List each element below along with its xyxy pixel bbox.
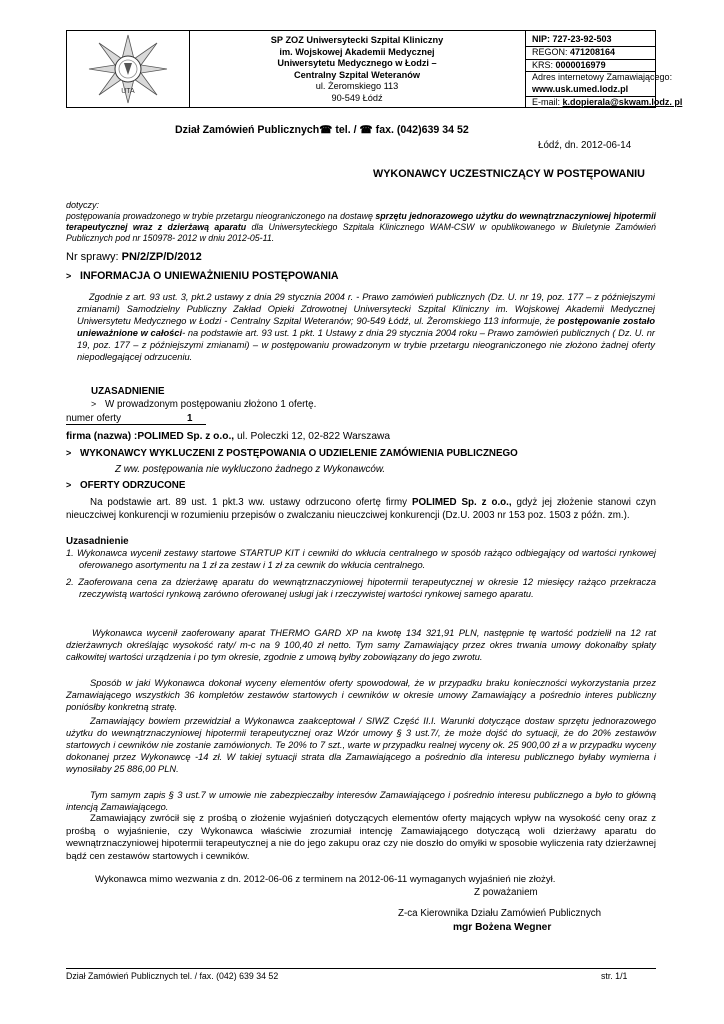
letterhead-table	[66, 30, 683, 108]
regon-label: REGON:	[532, 46, 571, 57]
tel-label: tel. /	[332, 124, 360, 136]
offer-number-row	[66, 413, 206, 425]
address-label: Adres internetowy Zamawiającego:	[532, 72, 673, 83]
rejected-text-c: gdyż jej złożenie stanowi czyn nieuczciwej konkurencji w rozumieniu przepisów o zwalczaniu nieuczciwej konkurencji (Dz.U. 2003 nr 153 poz. 1503 z późn. zm.).	[66, 497, 656, 521]
fax-icon: ☎	[359, 124, 373, 136]
dotyczy-part-c: dla Uniwersyteckiego Szpitala Klinicznego WAM-CSW w opublikowanego w Biuletynie Zamówień Publicznych pod nr 150978- 2012 w dniu 2012-05-11.	[66, 222, 656, 244]
closing-greeting: Z poważaniem	[474, 887, 538, 898]
paragraph-pricing: Wykonawca wycenił zaoferowany aparat THERMO GARD XP na kwotę 134 321,91 PLN, następnie tę wartość podzielił na 12 rat dzierżawnych określając wysokość raty/ m-c na 9 100,40 zł netto. Tym samy Zamawiający przez okres trwania umowy dokonałby spłaty całkowitej wartości urządzenia i po tym okresie, zgodnie z umową byłby zobowiązany do jego zwrotu.	[66, 628, 656, 663]
section-excluded-text: Z ww. postępowania nie wykluczono żadnego z Wykonawców.	[115, 464, 386, 475]
logo-text: UTA	[121, 88, 135, 95]
arrow-bullet-icon: >	[66, 480, 72, 490]
offer-number-label-text: numer oferty	[66, 413, 121, 424]
company-name: POLIMED Sp. z o.o.,	[137, 431, 235, 442]
justification-list-item-2: 2. Zaoferowana cena za dzierżawę aparatu do wewnątrznaczyniowej hipotermii terapeutycznej w okresie 12 miesięcy rażąco przekracza rzeczywistą wartości rynkową zarówno oferowanej usługi jak i rzeczywistej wartości rynkowej samego aparatu.	[66, 577, 656, 600]
rejected-text-a: Na podstawie art. 89 ust. 1 pkt.3 ww. ustawy odrzucono ofertę firmy	[90, 497, 412, 508]
krs-value: 0000016979	[555, 59, 606, 70]
annulment-emphasis: postępowanie zostało unieważnione w całości	[77, 316, 655, 339]
telephone-icon: ☎	[319, 124, 333, 136]
dotyczy-label: dotyczy:	[66, 200, 100, 210]
paragraph-no-response: Wykonawca mimo wezwania z dn. 2012-06-06 z terminem na 2012-06-11 wymaganych wyjaśnień nie złożył.	[95, 874, 556, 885]
website-link[interactable]: www.usk.umed.lodz.pl	[526, 84, 655, 97]
paragraph-protection: Tym samym zapis § 3 ust.7 w umowie nie zabezpieczałby interesów Zamawiającego i pośrednio interesu publicznego a było to główną intencją Zamawiającego.	[66, 790, 656, 813]
dotyczy-subject: sprzętu jednorazowego użytku do wewnątrznaczyniowej hipotermii terapeutycznej wraz z dzierżawą aparatu	[66, 211, 656, 233]
organization-cell	[189, 31, 526, 107]
justification-list-item-1: 1. Wykonawca wycenił zestawy startowe STARTUP KIT i cewniki do wkłucia centralnego w sposób rażąco odbiegający od wartości rynkowej oferowanego asortymentu na 1 zł za zestaw i 1 zł za cewnik do wkłucia centralnego.	[66, 548, 656, 571]
rejected-company: POLIMED Sp. z o.o.,	[411, 497, 512, 508]
company-address: ul. Poleczki 12, 02-822 Warszawa	[234, 431, 391, 442]
section-rejected-heading	[66, 480, 185, 491]
org-line-2: im. Wojskowej Akademii Medycznej	[279, 46, 435, 57]
department-contact-line	[175, 124, 469, 136]
section-excluded-heading	[66, 448, 518, 459]
nip: NIP: 727-23-92-503	[526, 34, 655, 47]
section-rejected-title: OFERTY ODRZUCONE	[80, 480, 186, 491]
arrow-bullet-icon: >	[66, 448, 72, 458]
org-line-4: Centralny Szpital Weteranów	[294, 69, 420, 80]
signer-role: Z-ca Kierownika Działu Zamówień Publicznych	[398, 908, 602, 919]
offer-number-label	[66, 413, 206, 425]
regon	[526, 47, 655, 60]
section-annulment-heading	[66, 270, 339, 282]
org-line-3: Uniwersytetu Medycznego w Łodzi –	[277, 58, 437, 69]
document-title: WYKONAWCY UCZESTNICZĄCY W POSTĘPOWANIU	[373, 168, 645, 180]
justification-heading: UZASADNIENIE	[91, 386, 165, 397]
logo-cell	[67, 31, 190, 107]
case-number-value: PN/2/ZP/D/2012	[121, 251, 202, 263]
place-date: Łódź, dn. 2012-06-14	[538, 140, 632, 151]
section-annulment-title: INFORMACJA O UNIEWAŻNIENIU POSTĘPOWANIA	[80, 270, 339, 282]
email-link[interactable]: k.dopierala@skwam.lodz. pl	[562, 96, 683, 107]
offer-number-value: 1	[187, 413, 193, 424]
section-excluded-title: WYKONAWCY WYKLUCZENI Z POSTĘPOWANIA O UDZIELENIE ZAMÓWIENIA PUBLICZNEGO	[80, 448, 518, 459]
justification2-heading: Uzasadnienie	[66, 536, 129, 547]
arrow-bullet-icon: >	[91, 399, 97, 409]
annulment-text-c: - na podstawie art. 93 ust. 1 pkt. 1 Ustawy z dnia 29 stycznia 2004 roku – Prawo zamówień publicznych ( Dz. U. nr 19, poz. 177 – z późniejszymi zmianami) – w postępowaniu prowadzonym w trybie przetargu nieograniczonego nie złożono żadnej oferty niepodlegającej odrzuceniu.	[77, 328, 655, 363]
org-line-1: SP ZOZ Uniwersytecki Szpital Kliniczny	[270, 35, 444, 45]
footer-page-number: str. 1/1	[601, 971, 628, 981]
case-number	[66, 251, 202, 263]
paragraph-clarification-request: Zamawiający zwrócił się z prośbą o złożenie wyjaśnień dotyczących elementów oferty mających wpływ na wysokość ceny oraz z prośbą o wyjaśnienie, czy Wykonawca właściwie zrozumiał intencję Zamawiającego dotyczącą woli dzierżawy aparatu do wewnątrznaczyniowej hipotermii terapeutycznej a nie do jego zakupu oraz czy nie doszło do omyłki w sposobie wyliczenia raty dzierżawnej bądź cen zestawów startowych i cewników.	[66, 813, 656, 862]
regon-value: 471208164	[570, 46, 616, 57]
company-row	[66, 431, 390, 442]
footer-department: Dział Zamówień Publicznych tel. / fax. (042) 639 34 52	[66, 971, 279, 981]
rejected-paragraph	[66, 497, 656, 522]
signer-name: mgr Bożena Wegner	[453, 922, 552, 933]
annulment-paragraph	[77, 291, 655, 364]
fax-number: fax. (042)639 34 52	[372, 124, 469, 136]
footer-divider	[66, 968, 656, 969]
org-line-5: ul. Żeromskiego 113	[315, 81, 399, 92]
justification-item-text: W prowadzonym postępowaniu złożono 1 ofertę.	[105, 399, 317, 410]
org-line-6: 90-549 Łódź	[331, 92, 383, 103]
dotyczy-part-a: postępowania prowadzonego w trybie przetargu nieograniczonego na dostawę	[66, 211, 376, 221]
department-name: Dział Zamówień Publicznych	[175, 124, 320, 136]
company-label: firma (nazwa) :	[66, 431, 138, 442]
hospital-logo-icon	[87, 33, 169, 105]
paragraph-loss: Sposób w jaki Wykonawca dokonał wyceny elementów oferty spowodował, że w przypadku braku konieczności wykorzystania przez Zamawiającego wszystkich 36 kompletów zestawów startowych i cewników w okresie umowy Zamawiający a pośrednio interes publiczny poniósłby konkretną stratę.	[66, 678, 656, 713]
justification-item	[91, 399, 316, 410]
email-label: E-mail:	[532, 96, 563, 107]
krs-label: KRS:	[532, 59, 556, 70]
case-number-label: Nr sprawy:	[66, 251, 122, 263]
annulment-text-a: Zgodnie z art. 93 ust. 3, pkt.2 ustawy z dnia 29 stycznia 2004 r. - Prawo zamówień publicznych (Dz. U. nr 19, poz. 177 – z późniejszymi zmianami) Samodzielny Publiczny Zakład Opieki Zdrowotnej Uniwersytecki Szpital Kliniczny im. Wojskowej Akademii Medycznej Uniwersytetu Medycznego w Łodzi - Centralny Szpital Weteranów; 90-549 Łódź, ul. Żeromskiego 113 informuje, że	[77, 292, 655, 327]
arrow-bullet-icon: >	[66, 271, 72, 281]
dotyczy-text	[66, 211, 656, 245]
paragraph-contract-terms: Zamawiający bowiem przewidział a Wykonawca zaakceptował / SIWZ Część II.I. Warunki dotyczące dostaw sprzętu jednorazowego użytku do wewnątrznaczyniowej hipotermii terapeutycznej oraz Wzór umowy § 3 ust.7/, że może dojść do sytuacji, że do 20% zestawów startowych i cewników nie zostanie zamówionych. Te 20% to 7 szt., warte w przypadku realnej wyceny ok. 25 900,00 zł a w przypadku wyceny dokonanej przez Wykonawcę -14 zł. W takiej sytuacji strata dla Zamawiającego a pośrednio dla interesu publicznego byłaby wymierna i wynosiłaby 25 886,00 PLN.	[66, 716, 656, 775]
email	[526, 96, 683, 109]
krs	[526, 60, 655, 73]
identifiers-cell	[526, 31, 683, 107]
